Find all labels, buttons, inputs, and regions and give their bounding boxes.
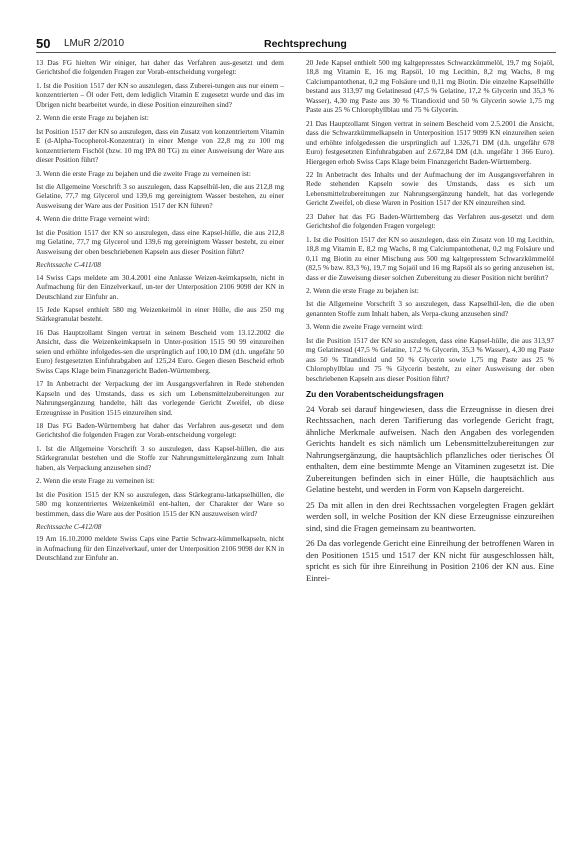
paragraph: 13 Das FG hielten Wir einiger, hat daher das Verfahren aus-gesetzt und dem Gerichtshof die folgenden Fragen zur Vorab-entscheidung vorgelegt: — [36, 58, 284, 77]
section-heading: Zu den Vorabentscheidungsfragen — [306, 389, 444, 400]
paragraph: 14 Swiss Caps meldete am 30.4.2001 eine Anlasse Weizen-keimkapseln, nicht in Aufmachung für den Einzelverkauf, un-ter der Unterposition 2106 9098 der KN in Deutschland zur Einfuhr an. — [36, 272, 284, 301]
paragraph: 24 Vorab sei darauf hingewiesen, dass die Erzeugnisse in diesen drei Rechtssachen, nach deren Tarifierung das vorlegende Gericht fragt, ähnliche Merkmale aufweisen. Nach den Angaben des vorlegenden Gerichts handelt es sich nämlich um Lebensmittelzubereitungen zur Nahrungsergänzung, die hauptsächlich pflanzliches oder tierisches Öl enthalten, dem eine bestimmte Menge an Vitaminen zugesetzt ist. Die Zubereitungen befinden sich in einer Hülle, die hauptsächlich aus Gelatine besteht, und werden in Form von Kapseln dargereicht. — [306, 403, 554, 494]
paragraph: 3. Wenn die zweite Frage verneint wird: — [306, 322, 424, 332]
paragraph: Ist die Position 1515 der KN so auszulegen, dass Stärkegranu-latkapselhüllen, die 580 mg konzentriertes Weizenkeimöl ent-halten, der Charakter der Ware so bestimmen, dass die Ware aus der Position 1515 der KN auszuweisen wird? — [36, 489, 284, 518]
paragraph: 21 Das Hauptzollamt Singen vertrat in seinem Bescheid vom 2.5.2001 die Ansicht, dass die Schwarzkümmelkapseln in Unterposition 1517 9099 KN einzureihen seien und erhöhte infolgedessen die ursprünglich auf 1.326,71 DM (d.h. ungefähr 678 Euro) festgesetzten Einfuhrabgaben auf 2.672,84 DM (d.h. ungefähr 1 366 Euro). Hiergegen erhob Swiss Caps Klage beim Finanzgericht Baden-Württemberg. — [306, 118, 554, 166]
paragraph: 3. Wenn die erste Frage zu bejahen und die zweite Frage zu verneinen ist: — [36, 168, 251, 178]
case-heading: Rechtssache C-412/08 — [36, 522, 102, 532]
paragraph: 2. Wenn die erste Frage zu verneinen ist: — [36, 476, 155, 486]
paragraph: 15 Jede Kapsel enthielt 580 mg Weizenkeimöl in einer Hülle, die aus 250 mg Stärkegranulat besteht. — [36, 304, 284, 324]
paragraph: 1. Ist die Position 1517 der KN so auszulegen, dass ein Zusatz von 10 mg Lecithin, 18,8 mg Vitamin E, 8,2 mg Wachs, 8 mg Calciumpantothenat, 0,2 mg Folsäure und 0,11 mg Biotin zu einer Mischung aus 500 mg kaltgepresstem Schwarzkümmelöl (82,5 % bzw. 83,3 %), 19,7 mg Sojaöl und 16 mg Rapsöl als so gering anzusehen ist, dass er die Zuweisung dieser solchen Zubereitung zu dieser Position nicht berührt? — [306, 234, 554, 282]
paragraph: Ist die Position 1517 der KN so auszulegen, dass eine Kapsel-hülle, die aus 313,97 mg Gelatinesud (47,5 % Gelatine, 17,2 % Glycerin, 35,3 % Wasser), 4,30 mg Paste aus 50 % Titandioxid und 50 % Glycerin sowie 1,75 mg Paste aus 25 % Chlorophyllblau und 75 % Glycerin besteht, zu einer Ausweisung der oben beschriebenen Kapseln aus dieser Position führt? — [306, 335, 554, 383]
paragraph: 22 In Anbetracht des Inhalts und der Aufmachung der im Ausgangsverfahren in Rede stehenden Kapseln sowie des Umstands, dass es sich um Lebensmittelzubereitungen zur Nahrungsergänzung handelt, hat das vorlegende Gericht Zweifel, ob diese Waren in Position 1517 der KN einzureihen sind. — [306, 169, 554, 208]
paragraph: 2. Wenn die erste Frage zu bejahen ist: — [36, 113, 149, 123]
paragraph: Ist die Allgemeine Vorschrift 3 so auszulegen, dass Kapselhül-len, die die oben genannten Stoffe zum Inhalt haben, als Verpa-ckung anzusehen sind? — [306, 299, 554, 318]
page-header — [36, 36, 556, 56]
journal-name: LMuR 2/2010 — [64, 38, 125, 49]
paragraph: Ist die Allgemeine Vorschrift 3 so auszulegen, dass Kapselhül-len, die aus 212,8 mg Gelatine, 77,7 mg Glycerol und 139,6 mg gereinigtem Wasser bestehen, zu einer Ausweisung der Ware aus der Position 1517 der KN führen? — [36, 181, 284, 210]
left-column — [36, 58, 284, 567]
paragraph: Ist die Position 1517 der KN so auszulegen, dass eine Kapsel-hülle, die aus 212,8 mg Gelatine, 77,7 mg Glycerol und 139,6 mg gereinigtem Wasser besteht, zu einer Ausweisung der oben beschriebenen Kapseln aus dieser Position führt? — [36, 227, 284, 256]
paragraph: 2. Wenn die erste Frage zu bejahen ist: — [306, 285, 419, 295]
paragraph: 26 Da das vorlegende Gericht eine Einreihung der betroffenen Waren in den Positionen 1515 und 1517 der KN nicht für ausgeschlossen hält, spricht es sich für ihre Einreihung in Position 2106 der KN aus. Eine Einrei- — [306, 538, 554, 583]
section-title: Rechtsprechung — [264, 38, 347, 50]
paragraph: 4. Wenn die dritte Frage verneint wird: — [36, 214, 150, 224]
case-heading: Rechtssache C-411/08 — [36, 260, 101, 270]
paragraph: Ist Position 1517 der KN so auszulegen, dass ein Zusatz von konzentriertem Vitamin E (d-Alpha-Tocopherol-Konzentrat) in einer Menge von 22,8 mg zu 100 mg konzentriertem Fischöl (bzw. 10 mg IPA 80 TG) zu einer Ausweisung der Ware aus dieser Position führt? — [36, 126, 284, 165]
paragraph: 1. Ist die Position 1517 der KN so auszulegen, dass Zuberei-tungen aus nur einem – konzentrierten – Öl oder Fett, dem lediglich Vitamin E zugesetzt wurde und das im Übrigen nicht bearbeitet wurde, in diese Position einzureihen sind? — [36, 80, 284, 109]
paragraph: 25 Da mit allen in den drei Rechtssachen vorgelegten Fragen geklärt werden soll, in welche Position der KN diese Erzeugnisse einzureihen sind, sind die Fragen gemeinsam zu beantworten. — [306, 499, 554, 533]
paragraph: 18 Das FG Baden-Württemberg hat daher das Verfahren aus-gesetzt und dem Gerichtshof die folgenden Fragen zur Vorab-entscheidung vorgelegt: — [36, 420, 284, 440]
paragraph: 17 In Anbetracht der Verpackung der im Ausgangsverfahren in Rede stehenden Kapseln und des Umstands, dass es sich um Lebensmittelzubereitungen zur Nahrungsergänzung handelte, hält das vorlegende Gericht Zweifel, ob diese Erzeugnisse in Position 1515 einzureihen sind. — [36, 379, 284, 417]
paragraph: 16 Das Hauptzollamt Singen vertrat in seinem Bescheid vom 13.12.2002 die Ansicht, dass die Weizenkeimkapseln in Unter-position 1515 90 99 einzureihen seien und erhöhte infolgedes-sen die ursprünglich auf 100,10 DM (d.h. ungefähr 50 Euro) festgesetzten Einfuhrabgaben auf 125,24 Euro. Gegen diesen Bescheid erhob Swiss Caps Klage beim Finanzgericht Baden-Württemberg. — [36, 327, 284, 375]
right-column — [306, 58, 554, 588]
header-rule — [36, 52, 556, 53]
paragraph: 19 Am 16.10.2000 meldete Swiss Caps eine Partie Schwarz-kümmelkapseln, nicht in Aufmachung für den Einzelverkauf, unter der Unterposition 2106 9098 der KN in Deutschland zur Einfuhr an. — [36, 534, 284, 563]
paragraph: 23 Daher hat das FG Baden-Württemberg das Verfahren aus-gesetzt und dem Gerichtshof die folgenden Fragen vorgelegt: — [306, 211, 554, 231]
page-number: 50 — [36, 36, 51, 51]
paragraph: 20 Jede Kapsel enthielt 500 mg kaltgepresstes Schwarzkümmelöl, 19,7 mg Sojaöl, 18,8 mg Vitamin E, 16 mg Rapsöl, 10 mg Lecithin, 8,2 mg Wachs, 8 mg Calciumpantothenat, 0,2 mg Folsäure und 0,11 mg Biotin. Die einzelne Kapselhülle bestand aus 313,97 mg Gelatinesud (47,5 % Gelatine, 17,2 % Glycerin und 35,3 % Wasser), 4,30 mg Paste aus 30 % Titandioxid und 50 % Glycerin sowie 1,75 mg Paste aus 25 % Chlorophyllblau und 75 % Glycerin. — [306, 58, 554, 115]
paragraph: 1. Ist die Allgemeine Vorschrift 3 so auszulegen, dass Kapsel-hüllen, die aus Stärkegranulat bestehen und die Stoffe zur Nahrungsmittelergänzung zum Inhalt haben, als Verpackung anzusehen sind? — [36, 443, 284, 472]
